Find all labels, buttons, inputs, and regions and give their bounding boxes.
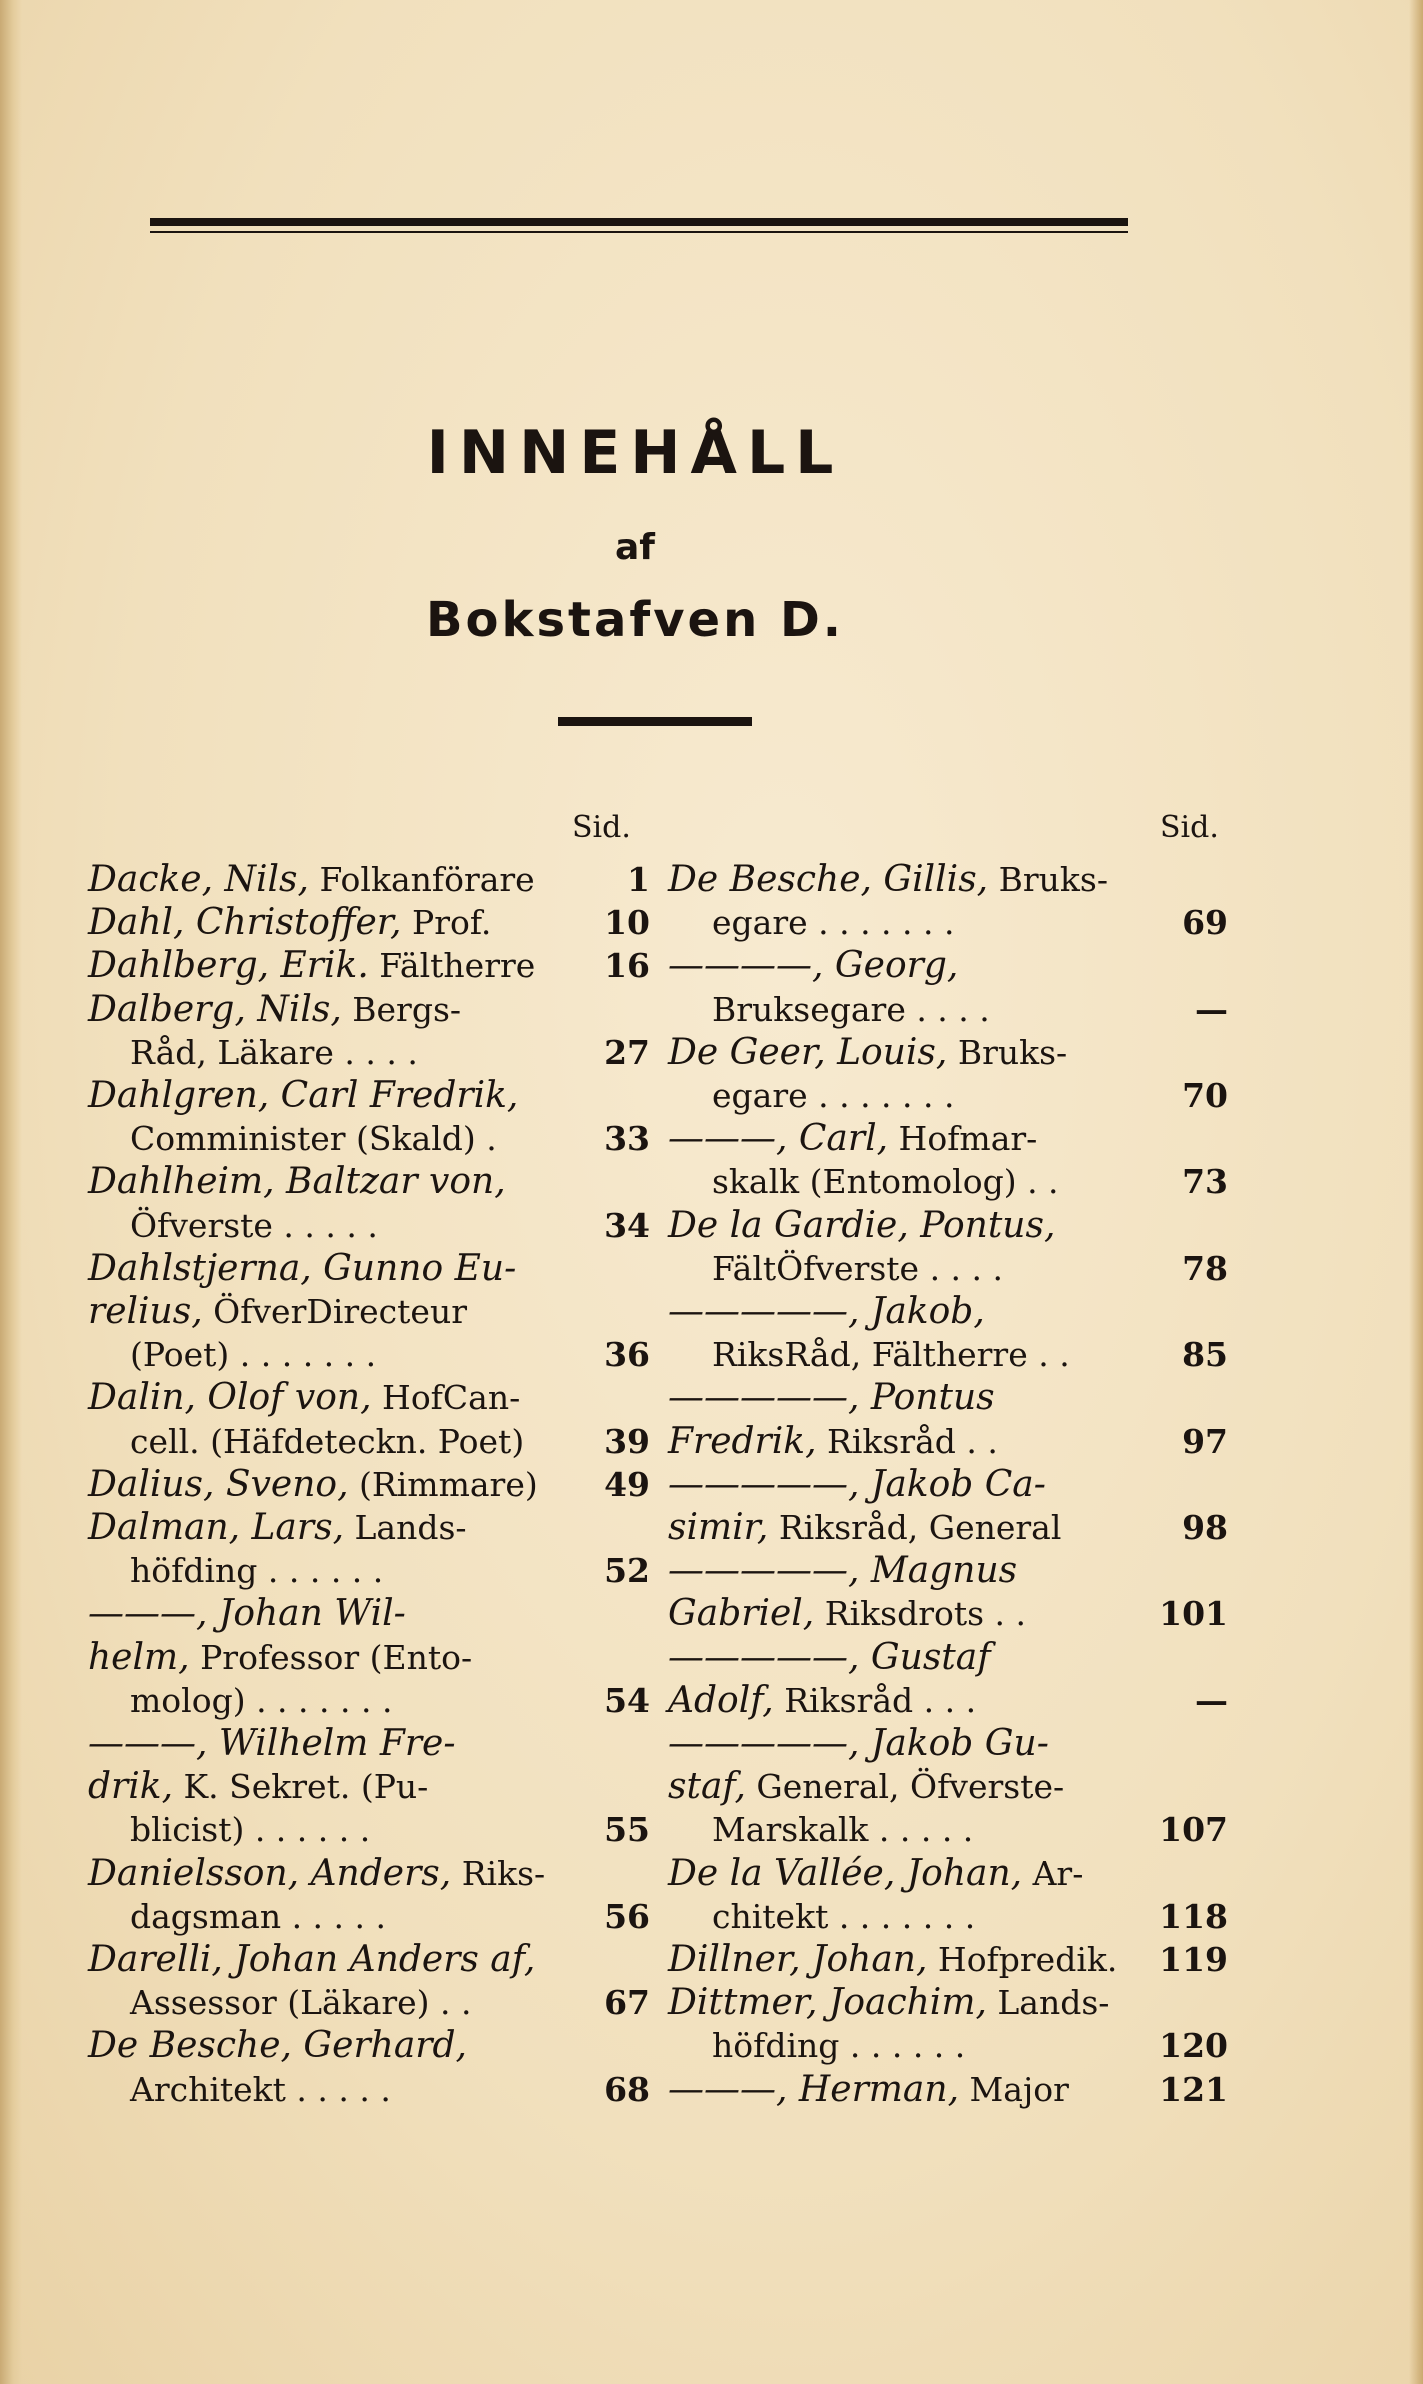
entry-name: Dittmer, Joachim,: [668, 1982, 987, 2024]
right-column-header: Sid.: [1160, 810, 1219, 845]
index-entry: [0, 1852, 1300, 1896]
entry-name: drik,: [88, 1766, 174, 1808]
entry-name: —————, Jakob Gu-: [668, 1723, 1049, 1764]
entry-text: [668, 1031, 1067, 1075]
entry-description: Bergs-: [341, 989, 462, 1029]
page-number: 56: [604, 1896, 650, 1936]
entry-description: Riksråd, General: [768, 1508, 1062, 1547]
index-entry: [0, 1333, 1300, 1377]
index-entry: [0, 2068, 1300, 2112]
index-entry: [0, 1290, 1300, 1334]
index-entry: [0, 1204, 1300, 1248]
index-entry: [0, 1938, 1300, 1982]
page-number: —: [1195, 1680, 1228, 1720]
entry-description: Fältherre: [368, 946, 536, 986]
entry-description: Riks-: [451, 1853, 546, 1893]
entry-name: Gabriel,: [668, 1593, 815, 1635]
entry-name: De Geer, Louis,: [668, 1031, 948, 1073]
entry-name: De la Gardie, Pontus,: [668, 1204, 1056, 1246]
index-entry: [0, 1247, 1300, 1291]
page-number: 107: [1159, 1810, 1228, 1850]
page-number: 78: [1182, 1248, 1228, 1288]
index-entry: [0, 858, 1300, 902]
entry-name: Dahl, Christoffer,: [88, 902, 402, 944]
page-number: 98: [1182, 1508, 1228, 1547]
entry-description: Hofmar-: [888, 1119, 1038, 1159]
entry-description: höfding . . . . . .: [130, 1551, 384, 1591]
entry-name: De la Vallée, Johan,: [668, 1852, 1023, 1894]
page-number: 39: [604, 1421, 650, 1461]
entry-text: [668, 1204, 1055, 1248]
index-entry: [0, 1592, 1300, 1636]
index-entry: [0, 901, 1300, 945]
entry-description: Hofpredik.: [927, 1940, 1118, 1979]
entry-text: [668, 1376, 995, 1420]
entry-name: Dahlheim, Baltzar von,: [88, 1161, 506, 1203]
entry-description: Professor (Ento-: [189, 1637, 473, 1677]
page-number: 68: [604, 2069, 650, 2109]
entry-description: blicist) . . . . . .: [130, 1810, 371, 1850]
entry-description: K. Sekret. (Pu-: [173, 1767, 429, 1807]
entry-description: Lands-: [344, 1508, 467, 1547]
entry-description: Bruks-: [988, 860, 1108, 899]
entry-description: molog) . . . . . . .: [130, 1680, 393, 1720]
index-entry: [0, 2024, 1300, 2068]
mid-rule: [558, 717, 752, 726]
entry-description: Lands-: [986, 1983, 1110, 2023]
page-title: INNEHÅLL: [426, 418, 844, 488]
index-entry: [0, 988, 1300, 1032]
index-entry: [0, 1722, 1300, 1766]
entry-text: [668, 1679, 976, 1723]
entry-name: relius,: [88, 1291, 203, 1332]
entry-text: [668, 1722, 1049, 1766]
page-number: 54: [604, 1680, 650, 1720]
entry-description: Prof.: [401, 903, 492, 943]
page-number: —: [1195, 989, 1228, 1029]
entry-name: Dalberg, Nils,: [88, 988, 342, 1030]
entry-text: [668, 1290, 985, 1334]
entry-description: (Rimmare): [348, 1464, 538, 1504]
entry-description: Comminister (Skald) .: [130, 1119, 497, 1159]
entry-text: [712, 1160, 1059, 1204]
index-entry: [0, 1117, 1300, 1161]
left-column-header: Sid.: [572, 810, 631, 845]
entry-text: [668, 1592, 1026, 1636]
page-number: 70: [1182, 1076, 1228, 1115]
entry-name: ————, Georg,: [668, 945, 959, 987]
entry-text: [712, 1895, 975, 1939]
index-entry: [0, 1074, 1300, 1118]
entry-text: [668, 1463, 1046, 1507]
index-entry: [0, 1981, 1300, 2025]
entry-name: Dahlberg, Erik.: [88, 945, 369, 987]
page-subtitle: af: [615, 527, 655, 568]
entry-name: De Besche, Gillis,: [668, 859, 989, 900]
page-number: 101: [1159, 1594, 1228, 1634]
index-entry: [0, 1160, 1300, 1204]
entry-text: [712, 2024, 965, 2068]
page-heading: Bokstafven D.: [425, 592, 845, 648]
entry-text: [668, 858, 1108, 902]
page-number: 73: [1182, 1162, 1228, 1202]
page-number: 36: [604, 1335, 650, 1375]
entry-description: Bruksegare . . . .: [712, 989, 990, 1029]
entry-text: [668, 944, 958, 988]
entry-description: chitekt . . . . . . .: [712, 1896, 976, 1936]
index-entry: [0, 1808, 1300, 1852]
entry-description: Råd, Läkare . . . .: [130, 1032, 418, 1072]
entry-name: Danielsson, Anders,: [88, 1852, 452, 1894]
entry-text: [668, 1549, 1017, 1593]
page-number: 97: [1182, 1421, 1228, 1461]
entry-name: —————, Magnus: [668, 1550, 1018, 1592]
entry-description: skalk (Entomolog) . .: [712, 1162, 1059, 1202]
entry-name: helm,: [88, 1636, 190, 1678]
entry-text: [668, 2068, 1069, 2112]
page-number: 16: [604, 946, 650, 986]
entry-name: Dalius, Sveno,: [88, 1463, 349, 1505]
entry-text: [712, 901, 955, 945]
index-entry: [0, 1895, 1300, 1939]
entry-name: Dalin, Olof von,: [88, 1377, 372, 1419]
entry-description: Riksråd . . .: [773, 1680, 977, 1720]
entry-name: Dahlgren, Carl Fredrik,: [88, 1075, 519, 1116]
page-right-edge: [1409, 0, 1423, 2384]
page-number: 49: [604, 1464, 650, 1504]
entry-name: simir,: [668, 1507, 769, 1548]
entry-description: dagsman . . . . .: [130, 1896, 386, 1936]
index-entry: [0, 944, 1300, 988]
entry-description: ÖfverDirecteur: [202, 1292, 467, 1331]
index-entry: [0, 1420, 1300, 1464]
entry-description: cell. (Häfdeteckn. Poet): [130, 1421, 525, 1461]
entry-name: Dalman, Lars,: [88, 1507, 345, 1548]
page-number: 34: [604, 1205, 650, 1245]
entry-name: Adolf,: [668, 1679, 774, 1721]
entry-text: [668, 1636, 991, 1680]
entry-text: [668, 1981, 1109, 2025]
entry-text: [712, 1808, 973, 1852]
entry-name: —————, Pontus: [668, 1377, 995, 1419]
index-entry: [0, 1463, 1300, 1507]
entry-text: [668, 1420, 998, 1464]
top-rule: [150, 218, 1128, 226]
entry-name: Dahlstjerna, Gunno Eu-: [88, 1247, 517, 1289]
page-number: 67: [604, 1983, 650, 2023]
index-entry: [0, 1549, 1300, 1593]
page-number: 1: [627, 860, 650, 899]
entry-name: ———, Carl,: [668, 1118, 889, 1160]
entry-description: Ar-: [1022, 1853, 1084, 1893]
entry-text: [668, 1938, 1117, 1982]
page-number: 69: [1182, 903, 1228, 943]
top-rule-thin: [150, 231, 1128, 233]
entry-text: [668, 1765, 1064, 1809]
entry-text: [668, 1852, 1083, 1896]
entry-description: Assessor (Läkare) . .: [130, 1983, 472, 2023]
entry-description: Öfverste . . . . .: [130, 1205, 378, 1245]
page-number: 118: [1159, 1896, 1228, 1936]
entry-name: —————, Gustaf: [668, 1636, 991, 1678]
entry-text: [712, 988, 990, 1032]
entry-description: HofCan-: [371, 1378, 521, 1418]
entry-text: [668, 1117, 1037, 1161]
page-number: 52: [604, 1551, 650, 1591]
entry-name: Fredrik,: [668, 1420, 817, 1462]
entry-name: ———, Wilhelm Fre-: [88, 1723, 456, 1764]
entry-description: Marskalk . . . . .: [712, 1810, 974, 1850]
entry-description: höfding . . . . . .: [712, 2026, 966, 2066]
entry-name: staf,: [668, 1766, 746, 1808]
entry-name: Dillner, Johan,: [668, 1939, 928, 1980]
page-number: 120: [1159, 2026, 1228, 2066]
entry-text: [668, 1506, 1061, 1550]
entry-name: —————, Jakob,: [668, 1291, 985, 1332]
entry-description: General, Öfverste-: [745, 1767, 1065, 1807]
index-entry: [0, 1031, 1300, 1075]
entry-description: FältÖfverste . . . .: [712, 1248, 1004, 1288]
index-entry: [0, 1636, 1300, 1680]
page-number: 27: [604, 1032, 650, 1072]
entry-name: ———, Johan Wil-: [88, 1593, 406, 1635]
entry-description: Riksråd . .: [816, 1421, 998, 1461]
page-number: 121: [1159, 2069, 1228, 2109]
entry-description: RiksRåd, Fältherre . .: [712, 1335, 1070, 1375]
index-entry: [0, 1376, 1300, 1420]
entry-text: [712, 1247, 1003, 1291]
page-number: 85: [1182, 1335, 1228, 1375]
entry-text: [712, 1333, 1070, 1377]
page-number: 33: [604, 1119, 650, 1159]
entry-name: ———, Herman,: [668, 2068, 960, 2110]
entry-description: egare . . . . . . .: [712, 1076, 955, 1115]
entry-description: egare . . . . . . .: [712, 903, 955, 943]
page-number: 55: [604, 1810, 650, 1850]
index-entry: [0, 1506, 1300, 1550]
page-number: 10: [604, 903, 650, 943]
entry-description: Riksdrots . .: [814, 1594, 1026, 1634]
entry-description: Major: [959, 2069, 1069, 2109]
entry-name: Darelli, Johan Anders af,: [88, 1939, 536, 1980]
entry-description: Folkanförare: [308, 860, 535, 899]
index-entry: [0, 1679, 1300, 1723]
entry-description: Architekt . . . . .: [130, 2069, 391, 2109]
entry-name: —————, Jakob Ca-: [668, 1463, 1046, 1505]
entry-description: (Poet) . . . . . . .: [130, 1335, 377, 1375]
entry-name: De Besche, Gerhard,: [88, 2025, 468, 2067]
page-number: 119: [1159, 1940, 1228, 1979]
entry-description: Bruks-: [947, 1032, 1068, 1072]
entry-text: [712, 1074, 955, 1118]
entry-name: Dacke, Nils,: [88, 859, 309, 900]
index-entry: [0, 1765, 1300, 1809]
